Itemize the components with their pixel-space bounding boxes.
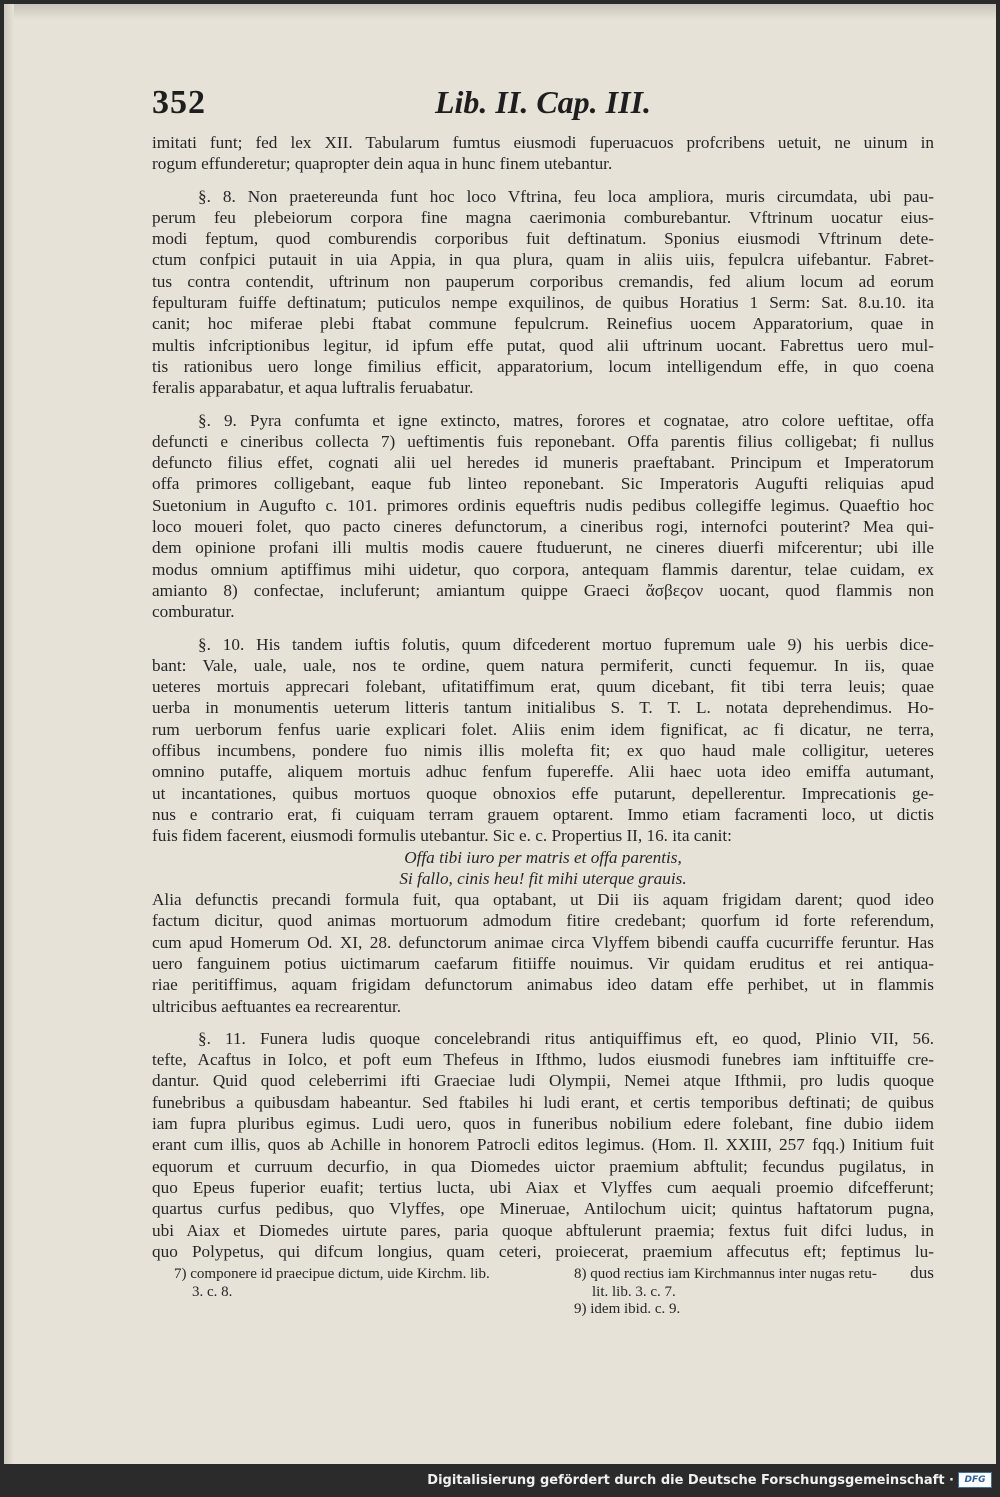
text-line: bant: Vale, uale, uale, nos te ordine, quem natura permiferit, cuncti fequemur. In iis, quae xyxy=(152,655,934,675)
text-line: defuncti e cineribus collecta 7) ueftimentis fuis reponebant. Offa parentis filius colligebat; fi nullus xyxy=(152,431,934,451)
text-line: §. 8. Non praetereunda funt hoc loco Vftrina, feu loca ampliora, muris circumdata, ubi pau- xyxy=(198,186,934,206)
text-line: ubi Aiax et Diomedes uirtute pares, paria quoque abftulerunt praemia; fextus fuit difci ludus, in xyxy=(152,1220,934,1240)
text-line: funebribus a quibusdam habeantur. Sed ftabiles hi ludi erant, et certis temporibus deftinati; de quibus xyxy=(152,1092,934,1112)
text-line: erant cum illis, quos ab Achille in honorem Patrocli editos legimus. (Hom. Il. XXIII, 257 fqq.) Initium fuit xyxy=(152,1135,934,1155)
verse-line: Si fallo, cinis heu! fit mihi uterque grauis. xyxy=(399,868,687,888)
paragraph-section-11 xyxy=(152,1028,934,1284)
text-line: tus contra contendit, uftrinum non pauperum corporibus cremandis, fed alium locum ad eorum xyxy=(152,271,934,291)
paragraph-section-10 xyxy=(152,634,934,847)
text-line: tis rationibus uero longe fimilius efficit, apparatorium, locum intelligendum effe, in quo coena xyxy=(152,356,934,376)
page-header xyxy=(152,84,934,128)
text-line: cum apud Homerum Od. XI, 28. defunctorum animae circa Vlyffem bibendi cauffa cucurriffe feruntur. Has xyxy=(152,932,934,952)
text-line: omnino putaffe, aliquem mortuis adhuc fenfum fupereffe. Alii haec uota ideo emiffa autumant, xyxy=(152,762,934,782)
text-line: offibus incumbens, pondere fuo nimis illis molefta fit; ex quo haud male colligitur, ueteres xyxy=(152,741,934,761)
book-page xyxy=(4,4,996,1464)
text-line: modi feptum, quod comburendis corporibus fuit deftinatum. Sponius eiusmodi Vftrinum dete- xyxy=(152,229,934,249)
text-line: riae peritiffimus, aquam frigidam defunctorum animabus ideo datam effe perhibet, ut in flammis xyxy=(152,975,934,995)
text-line: fuis fidem facerent, eiusmodi formulis utebantur. Sic e. c. Propertius II, 16. ita canit: xyxy=(152,826,732,846)
text-line: multis infcriptionibus legitur, id ipfum effe putat, quod alii uftrinum uocant. Fabrettus uero mul- xyxy=(152,335,934,355)
text-line: dem opinione profani illi multis modis cauere ftuduerunt, ne cineres diuerfi mifcerentur; ubi ille xyxy=(152,538,934,558)
text-line: amianto 8) confectae, incluferunt; amiantum quippe Graeci ἄσβεςον uocant, quod flammis non xyxy=(152,580,934,600)
text-line: fepulturam fuiffe deftinatum; puticulos nempe exquilinos, de quibus Horatius 1 Serm: Sat. 8.u.10. ita xyxy=(152,293,934,313)
footnote-line: 3. c. 8. xyxy=(192,1283,233,1300)
text-line: canit; hoc miferae plebi ftabat commune fepulcrum. Reinefius uocem Apparatorium, quae in xyxy=(152,314,934,334)
text-line: §. 10. His tandem iuftis folutis, quum difcederent mortuo fupremum uale 9) his uerbis dice- xyxy=(198,634,934,654)
text-line: equorum et curruum decurfio, in qua Diomedes uictor praemium abftulit; fecundus pugilatus, in xyxy=(152,1156,934,1176)
footnote-7 xyxy=(174,1266,554,1301)
text-line: ueteres mortuis apprecari folebant, ufitatiffimum erat, quum dicebant, fit tibi terra leuis; quae xyxy=(152,677,934,697)
verse-line: Offa tibi iuro per matris et offa parentis, xyxy=(404,847,682,867)
text-line: §. 11. Funera ludis quoque concelebrandi ritus antiquiffimus eft, eo quod, Plinio VII, 56. xyxy=(198,1028,934,1048)
footnote-8-line: 8) quod rectius iam Kirchmannus inter nugas retu- xyxy=(574,1266,877,1282)
text-line: ut incantationes, quibus mortuos quoque obnoxios effe putarunt, depellerentur. Imprecationis ge- xyxy=(152,783,934,803)
text-line: rum uerborum fenfus uarie explicari folet. Aliis enim idem fignificat, ac fi dicatur, ne terra, xyxy=(152,719,934,739)
text-line: comburatur. xyxy=(152,602,235,622)
running-head: Lib. II. Cap. III. xyxy=(434,84,652,120)
text-line: imitati funt; fed lex XII. Tabularum fumtus eiusmodi fuperuacuos profcribens uetuit, ne uinum in xyxy=(152,133,934,152)
footnote-line: 7) componere id praecipue dictum, uide Kirchm. lib. xyxy=(174,1266,490,1282)
paragraph-section-10-continued xyxy=(152,889,934,1017)
page-edge-shadow xyxy=(4,4,996,20)
text-line: ctum confpici putauit in uia Appia, in qua plura, quam in aliis uiis, fepulcra uifebantur. Fabret- xyxy=(152,250,934,270)
text-line: quo Epeus fuperior euafit; tertius lucta, ubi Aiax et Vlyffes cum aequali proemio difcefferunt; xyxy=(152,1177,934,1197)
text-line: loco moueri folet, quo pacto cineres defunctorum, a cineribus rogi, internofci pouterint? Mea qui- xyxy=(152,517,934,537)
paragraph-intro xyxy=(152,132,934,175)
text-line: rogum effunderetur; quapropter dein aqua in hunc finem utebantur. xyxy=(152,154,613,174)
footnotes-8-9 xyxy=(574,1266,934,1319)
digitization-credit: Digitalisierung gefördert durch die Deutsche Forschungsgemeinschaft · xyxy=(427,1473,954,1488)
text-line: defuncto filius effet, cognati alii uel heredes id muneris praeftabant. Principum et Imperatorum xyxy=(152,453,934,473)
page-gutter-shadow xyxy=(4,4,14,1464)
text-line: quartus curfus pedibus, quo Vlyffes, ope Mineruae, Antilochum uicit; quintus haftatorum pugna, xyxy=(152,1199,934,1219)
text-line: Suetonium in Augufto c. 101. primores ordinis equeftris nudis pedibus collegiffe legimus. Quaeftio hoc xyxy=(152,495,934,515)
dfg-logo-icon: DFG xyxy=(958,1472,992,1488)
text-line: factum dicitur, quod animas mortuorum admodum fitire credebant; quorfum id forte referendum, xyxy=(152,911,934,931)
text-line: nus e contrario erat, fi cuiquam terram grauem optarent. Immo etiam facramenti loco, ut dictis xyxy=(152,804,934,824)
paragraph-section-8 xyxy=(152,186,934,399)
main-text xyxy=(152,132,934,1283)
text-line: iam fupra pluribus egimus. Ludi uero, quos in funeribus nobilium edere folebant, fine dubio iidem xyxy=(152,1114,934,1134)
verse-quotation xyxy=(152,847,934,890)
page-number: 352 xyxy=(152,84,206,121)
catchword: dus xyxy=(910,1263,934,1283)
text-line: quo Polypetus, qui difcum longius, quam ceteri, proiecerat, praemium affecutus eft; feptimus lu- xyxy=(152,1241,934,1261)
text-line: ultricibus aeftuantes ea recrearentur. xyxy=(152,996,402,1016)
text-line: offa primores colligebant, eaque fub linteo reponebant. Sic Imperatoris Augufti reliquias apud xyxy=(152,474,934,494)
text-line: Alia defunctis precandi formula fuit, qua optabant, ut Dii iis aquam frigidam darent; quod ideo xyxy=(152,890,934,910)
text-line: feralis apparabatur, et aqua luftralis feruabatur. xyxy=(152,378,474,398)
text-line: §. 9. Pyra confumta et igne extincto, matres, forores et cognatae, atro colore ueftitae, offa xyxy=(198,410,934,430)
text-line: dantur. Quid quod celeberrimi ifti Graeciae ludi Olympii, Nemei atque Ifthmii, pro ludis quoque xyxy=(152,1071,934,1091)
footnote-8-line: lit. lib. 3. c. 7. xyxy=(592,1283,676,1300)
paragraph-section-9 xyxy=(152,410,934,623)
text-line: modus omnium aptiffimus mihi uidetur, quo corpora, antequam flammis darentur, telae cuidam, ex xyxy=(152,559,934,579)
text-line: perum feu plebeiorum corpora fine magna caerimonia comburebantur. Vftrinum uocatur eius- xyxy=(152,207,934,227)
viewer-footer-bar xyxy=(0,1464,1000,1497)
text-line: tefte, Acaftus in Iolco, et poft eum Thefeus in Ifthmo, ludos eiusmodi funebres iam inftituiffe cre- xyxy=(152,1050,934,1070)
text-line: uero fanguinem potius uictimarum caefarum fitiiffe nouimus. Vir quidam eruditus et rei antiqua- xyxy=(152,953,934,973)
footnote-9: 9) idem ibid. c. 9. xyxy=(574,1301,681,1317)
text-line: uerba in monumentis ueterum litteris tantum initialibus S. T. T. L. notata deprehendimus. Ho- xyxy=(152,698,934,718)
